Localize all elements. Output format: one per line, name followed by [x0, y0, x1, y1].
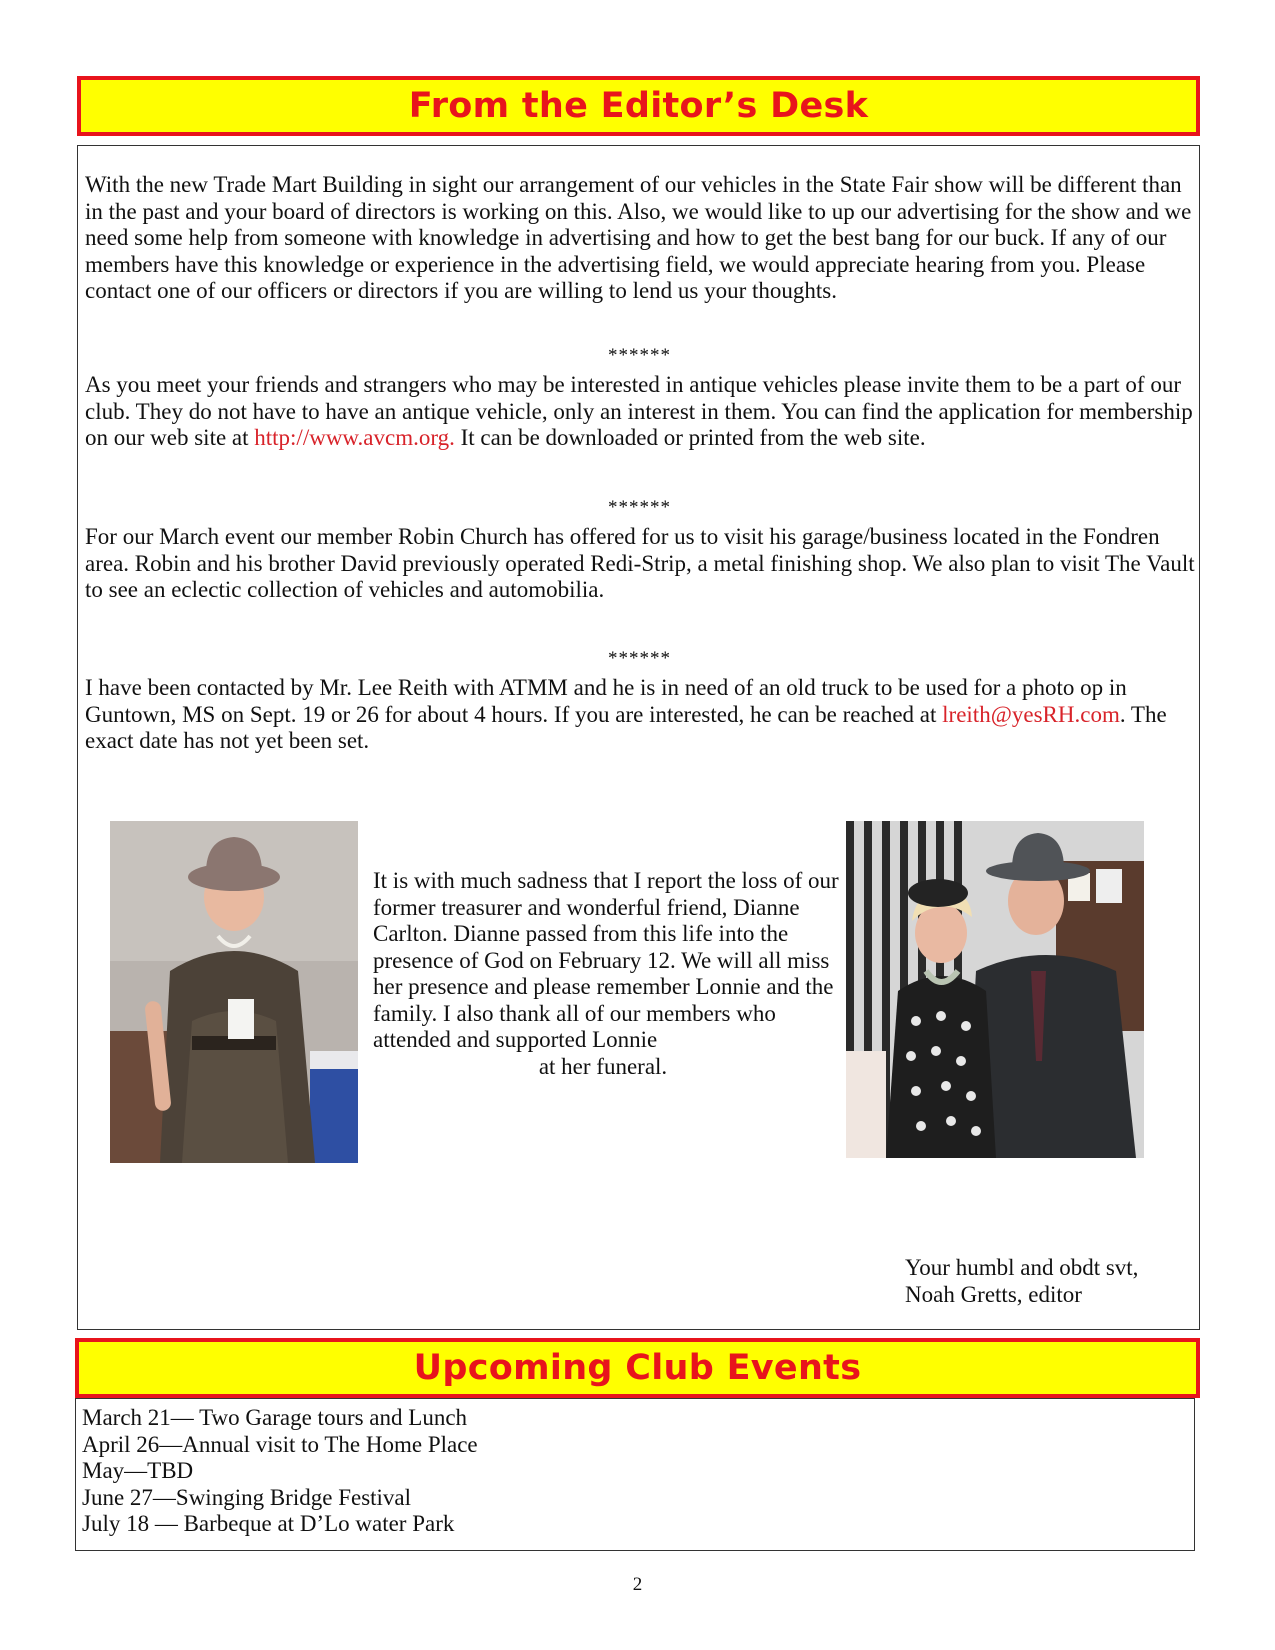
paragraph-2-text-end: It can be downloaded or printed from the web site.: [454, 425, 926, 450]
signoff-line-1: Your humbl and obdt svt,: [905, 1255, 1139, 1280]
email-link[interactable]: lreith@yesRH.com: [942, 701, 1120, 727]
events-title: Upcoming Club Events: [413, 1348, 862, 1388]
paragraph-4-text-end: . The exact date has not yet been set.: [85, 701, 1167, 753]
editor-signoff: [905, 1254, 1138, 1308]
editor-paragraph-1: With the new Trade Mart Building in sight our arrangement of our vehicles in the State Fair show will be different than in the past and your board of directors is working on this. Also, we would like to up our advertising for the show and we need some help from someone with knowledge in advertising and how to get the best bang for our buck. If any of our members have this knowledge or experience in the advertising field, we would appreciate hearing from you. Please contact one of our officers or directors if you are willing to lend us your thoughts.: [85, 172, 1192, 303]
paragraph-4-text: I have been contacted by Mr. Lee Reith with ATMM and he is in need of an old truck to be used for a photo op in Guntown, MS on Sept. 19 or 26 for about 4 hours. If you are interested, he can be reached at: [85, 675, 1127, 727]
page-number: 2: [632, 1574, 643, 1595]
woman-photo-illustration: [110, 821, 358, 1163]
separator-3: ******: [608, 648, 671, 669]
event-item: June 27—Swinging Bridge Festival: [82, 1484, 412, 1510]
memorial-text: [373, 868, 843, 1080]
editor-banner: [77, 76, 1200, 136]
memorial-last-line: at her funeral.: [538, 1053, 668, 1079]
separator-2: ******: [608, 497, 671, 518]
editor-title: From the Editor’s Desk: [408, 86, 869, 126]
separator-1: ******: [608, 345, 671, 366]
photo-couple: [846, 821, 1144, 1158]
events-list: [75, 1398, 1195, 1551]
editor-paragraph-2: [85, 372, 1195, 452]
event-item: March 21— Two Garage tours and Lunch: [82, 1405, 468, 1430]
event-item: July 18 — Barbeque at D’Lo water Park: [82, 1511, 455, 1536]
paragraph-2-text: As you meet your friends and strangers who may be interested in antique vehicles please invite them to be a part of our club. They do not have to have an antique vehicle, only an interest in them. You can find the application for membership on our web site at: [85, 372, 1193, 450]
photo-dianne-carlton: [110, 821, 358, 1163]
event-item: April 26—Annual visit to The Home Place: [82, 1431, 478, 1457]
couple-photo-illustration: [846, 821, 1144, 1158]
website-link[interactable]: http://www.avcm.org.: [254, 425, 455, 450]
editor-content-box: [77, 145, 1200, 1330]
events-banner: [75, 1338, 1200, 1398]
editor-paragraph-3: For our March event our member Robin Church has offered for us to visit his garage/business located in the Fondren area. Robin and his brother David previously operated Redi-Strip, a metal finishing shop. We also plan to visit The Vault to see an eclectic collection of vehicles and automobilia.: [85, 524, 1195, 602]
memorial-body: It is with much sadness that I report the loss of our former treasurer and wonderful friend, Dianne Carlton. Dianne passed from this life into the presence of God on February 12. We will all miss her presence and please remember Lonnie and the family. I also thank all of our members who attended and supported Lonnie: [373, 868, 839, 1052]
event-item: May—TBD: [82, 1458, 194, 1483]
signoff-line-2: Noah Gretts, editor: [905, 1282, 1082, 1307]
editor-paragraph-4: [85, 675, 1195, 755]
